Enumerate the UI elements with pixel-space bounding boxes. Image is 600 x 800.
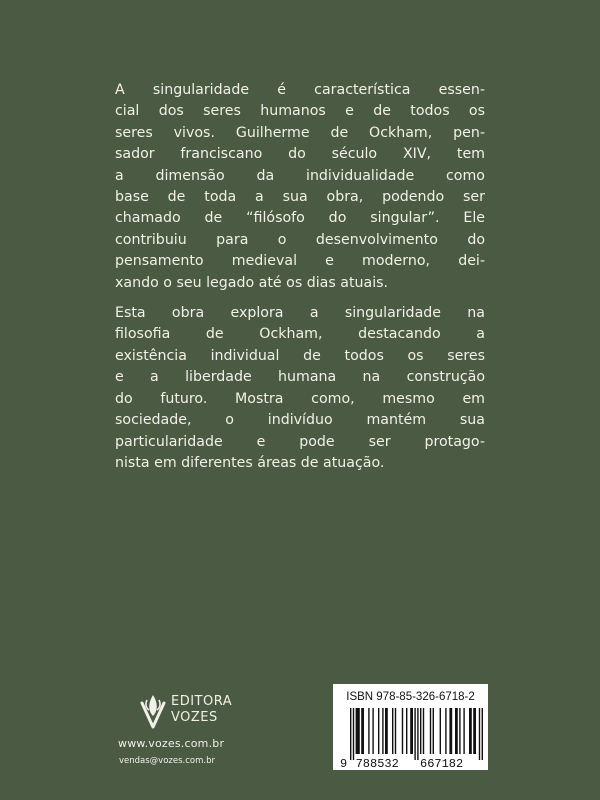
blurb-line: xando o seu legado até os dias atuais. [115,274,389,291]
barcode-bar [423,708,424,754]
barcode-bar [392,708,393,754]
barcode-bar [356,708,360,754]
publisher-website: www.vozes.com.br [118,737,225,750]
barcode-bar [459,708,460,754]
barcode-bar [482,708,483,760]
blurb-line: contribuiu para o desenvolvimento do [115,231,485,248]
blurb-line: seres vivos. Guilherme de Ockham, pen- [115,124,485,141]
barcode-bar [463,708,464,754]
barcode-bar [378,708,379,754]
blurb-line: chamado de “filósofo do singular”. Ele [115,210,485,227]
barcode-bar [469,708,472,754]
barcode-bar [350,708,351,760]
barcode-bar [385,708,388,754]
barcode-bar [445,708,446,754]
barcode-bar [473,708,476,754]
blurb-line: filosofia de Ockham, destacando a [115,326,485,343]
barcode-digits-first: 9 [340,757,348,770]
blurb-line: base de toda a sua obra, podendo ser [115,189,485,206]
barcode-bar [420,708,421,754]
isbn-barcode [333,684,488,770]
blurb-paragraph-2 [115,303,485,474]
blurb-line: a dimensão da individualidade como [115,167,485,184]
blurb-paragraph-1 [115,80,485,294]
blurb-line: pensamento medieval e moderno, dei- [115,253,485,270]
barcode-graphic [333,684,488,770]
barcode-bar [361,708,364,754]
barcode-bar [410,708,413,754]
barcode-bar [368,708,369,754]
barcode-bar [433,708,434,754]
blurb-line: e a liberdade humana na construção [115,369,485,386]
barcode-bar [353,708,354,760]
barcode-digits-left: 788532 [355,757,399,770]
blurb-line: A singularidade é característica essen- [115,82,485,98]
barcode-bar [414,708,415,760]
blurb-line: existência individual de todos os seres [115,347,485,364]
barcode-bar [440,708,441,754]
blurb-text [115,80,485,483]
publisher-logo [140,691,260,729]
barcode-bar [417,708,418,760]
isbn-label: ISBN 978-85-326-6718-2 [346,691,475,703]
blurb-line: nista em diferentes áreas de atuação. [115,454,385,471]
barcode-bar [395,708,396,754]
barcode-bar [449,708,452,754]
barcode-bar [455,708,458,754]
barcode-bar [406,708,407,754]
barcode-bar [382,708,383,754]
barcode-bar [402,708,403,754]
blurb-line: cial dos seres humanos e de todos os [115,103,485,120]
blurb-line: particularidade e pode ser protago- [115,433,485,450]
barcode-bar [372,708,373,754]
barcode-bar [479,708,480,760]
publisher-name-line-2: VOZES [171,710,218,725]
publisher-email: vendas@vozes.com.br [119,756,215,766]
blurb-line: sador franciscano do século XIV, tem [115,146,485,163]
barcode-bar [430,708,431,754]
publisher-name-line-1: EDITORA [171,694,233,709]
blurb-line: sociedade, o indivíduo mantém sua [115,412,485,429]
vozes-v-logo-icon [140,691,166,729]
blurb-line: do futuro. Mostra como, mesmo em [115,390,485,407]
blurb-line: Esta obra explora a singularidade na [115,305,485,322]
barcode-digits-right: 667182 [420,757,464,770]
